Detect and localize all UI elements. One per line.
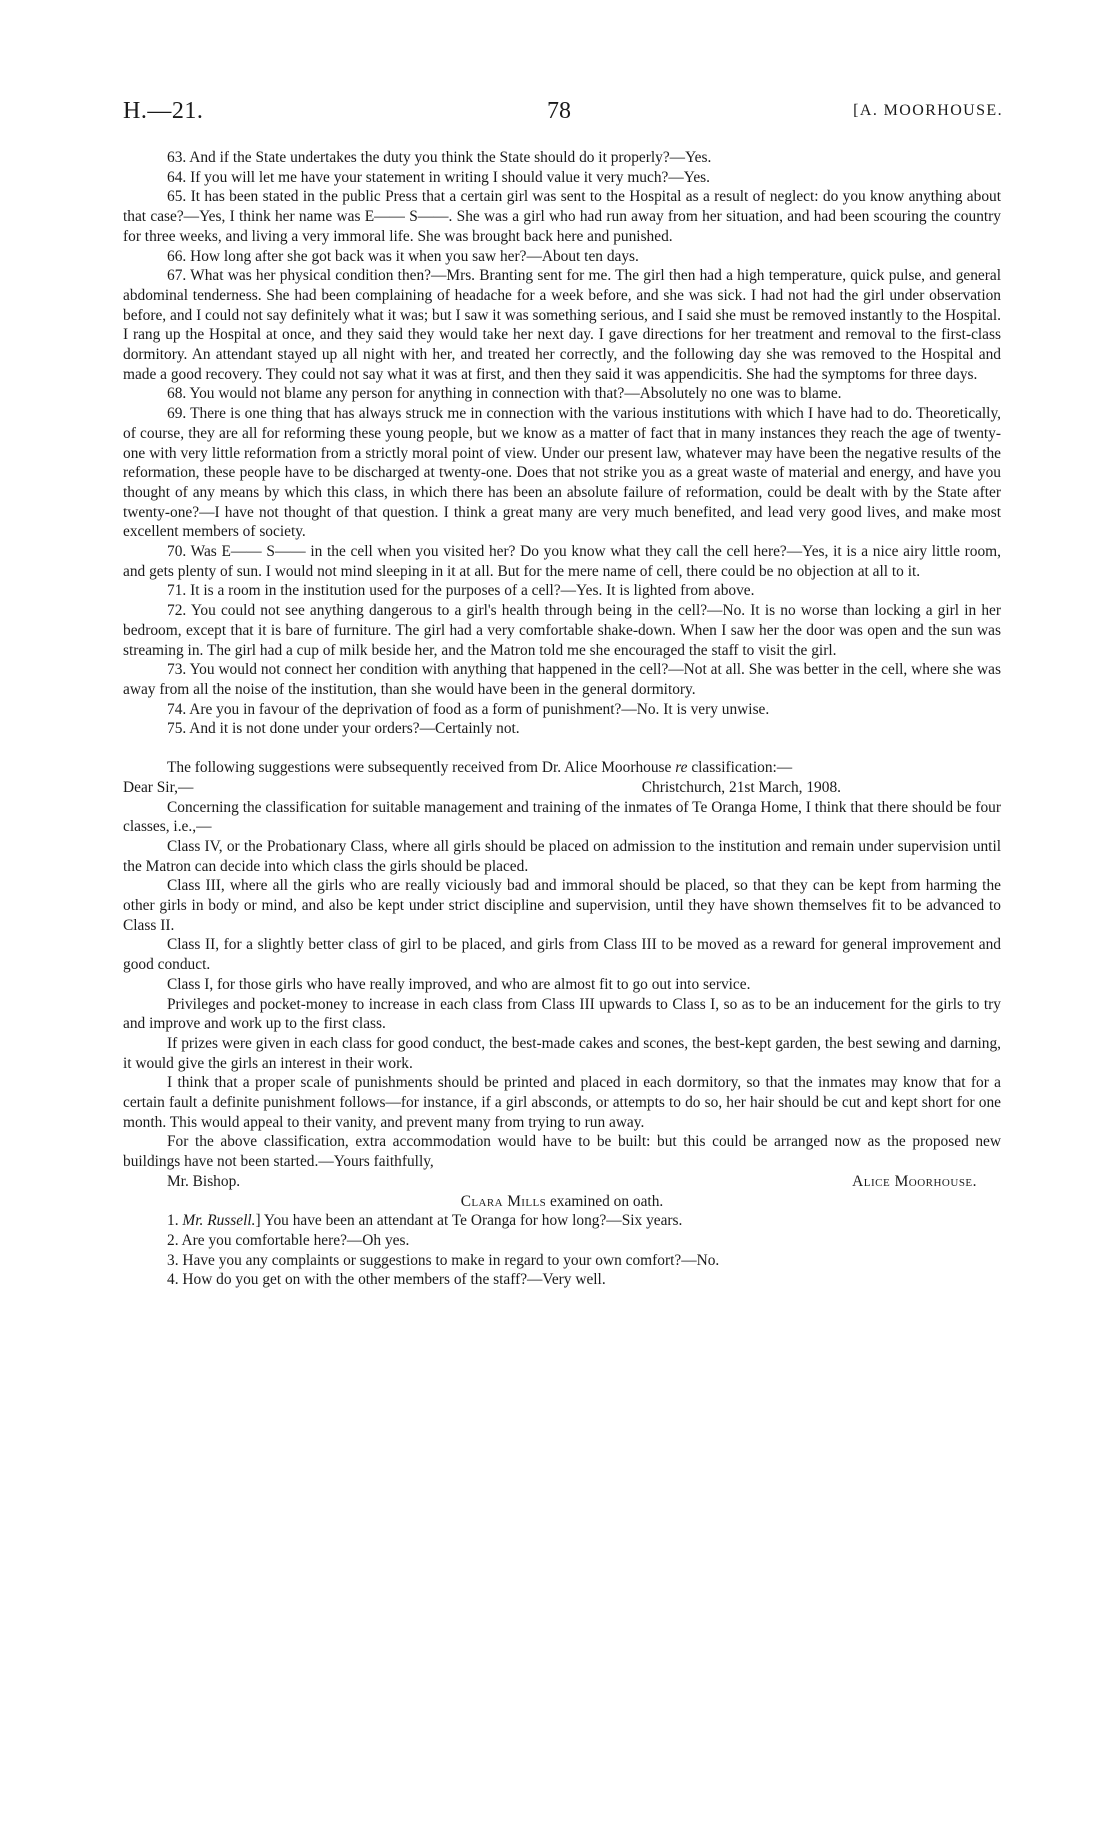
question-2: 2. Are you comfortable here?—Oh yes. xyxy=(167,1231,410,1249)
letter-paragraph: Class II, for a slightly better class of girl to be placed, and girls from Class III to be moved as a reward for general improvement and good conduct. xyxy=(123,936,1001,974)
question-68: 68. You would not blame any person for anything in connection with that?—Absolutely no one was to blame. xyxy=(167,385,842,403)
page-number: 78 xyxy=(547,98,571,124)
question-72: 72. You could not see anything dangerous to a girl's health through being in the cell?—No. It is no worse than locking a girl in her bedroom, except that it is bare of furniture. The girl had a very comfortable shake-down. When I saw her the door was open and the sun was streaming in. The girl had a cup of milk beside her, and the Matron told me she encouraged the staff to visit the girl. xyxy=(123,602,1001,659)
question-65: 65. It has been stated in the public Press that a certain girl was sent to the Hospital as a result of neglect: do you know anything about that case?—Yes, I think her name was E—— S——. She was a girl who had run away from her situation, and had been scouring the country for three weeks, and living a very immoral life. She was brought back here and punished. xyxy=(123,188,1001,245)
document-reference: H.—21. xyxy=(123,98,204,124)
witness-name: Clara Mills xyxy=(460,1192,547,1210)
letter-date: Christchurch, 21st March, 1908. xyxy=(641,778,841,796)
question-number: 1. xyxy=(167,1212,183,1230)
question-70: 70. Was E—— S—— in the cell when you visited her? Do you know what they call the cell here?—Yes, it is a nice airy little room, and gets plenty of sun. I would not mind sleeping in it at all. But for the mere name of cell, there could be no objection at all to it. xyxy=(123,543,1001,580)
witness-heading-suffix: examined on oath. xyxy=(546,1192,664,1210)
examiner-name: Mr. Russell. xyxy=(182,1212,256,1230)
letter-intro-text: The following suggestions were subsequently received from Dr. Alice Moorhouse xyxy=(167,759,676,777)
question-1 xyxy=(123,1211,1001,1231)
question-63: 63. And if the State undertakes the duty you think the State should do it properly?—Yes. xyxy=(167,149,712,166)
question-69: 69. There is one thing that has always struck me in connection with the various institutions with which I have had to do. Theoretically, of course, they are all for reforming these young people, but we know as a matter of fact that in many instances they reach the age of twenty-one with very little reformation from a strictly moral point of view. Under our present law, whatever may have been the negative results of the reformation, these people have to be discharged at twenty-one. Does that not strike you as a great waste of material and energy, and have you thought of any means by which this class, in which there has been an absolute failure of reformation, could be dealt with by the State after twenty-one?—I have not thought of that question. I think a great many are very much benefited, and lead very good lives, and make most excellent members of society. xyxy=(123,405,1001,541)
question-4: 4. How do you get on with the other members of the staff?—Very well. xyxy=(167,1271,606,1289)
letter-paragraph: Class III, where all the girls who are really viciously bad and immoral should be placed, so that they can be kept from harming the other girls in body or mind, and also be kept under strict discipline and supervision, until they have shown themselves fit to be advanced to Class II. xyxy=(123,877,1001,934)
letter-paragraph: Class IV, or the Probationary Class, where all girls should be placed on admission to the institution and remain under supervision until the Matron can decide into which class the girls should be placed. xyxy=(123,837,1001,875)
letter-paragraph: Privileges and pocket-money to increase in each class from Class III upwards to Class I, so as to be an inducement for the girls to try and improve and work up to the first class. xyxy=(123,995,1001,1033)
letter-signoff xyxy=(123,1172,1001,1192)
letter-salutation: Dear Sir,— xyxy=(123,778,194,796)
question-66: 66. How long after she got back was it when you saw her?—About ten days. xyxy=(167,247,639,265)
letter-paragraph: Class I, for those girls who have really improved, and who are almost fit to go out into service. xyxy=(167,975,751,993)
letter-paragraph: If prizes were given in each class for good conduct, the best-made cakes and scones, the best-kept garden, the best sewing and darning, it would give the girls an interest in their work. xyxy=(123,1034,1001,1072)
section-gap xyxy=(123,739,1001,758)
letter-salutation-line xyxy=(123,778,1001,798)
question-75: 75. And it is not done under your orders?—Certainly not. xyxy=(167,720,520,738)
question-3: 3. Have you any complaints or suggestions to make in regard to your own comfort?—No. xyxy=(167,1251,720,1269)
question-71: 71. It is a room in the institution used for the purposes of a cell?—Yes. It is lighted from above. xyxy=(167,582,755,600)
letter-intro xyxy=(123,758,1001,778)
question-74: 74. Are you in favour of the deprivation of food as a form of punishment?—No. It is very unwise. xyxy=(167,700,770,718)
question-73: 73. You would not connect her condition with anything that happened in the cell?—Not at all. She was better in the cell, where she was away from all the noise of the institution, than she would have been in the general dormitory. xyxy=(123,661,1001,698)
question-67: 67. What was her physical condition then?—Mrs. Branting sent for me. The girl then had a high temperature, quick pulse, and general abdominal tenderness. She had been complaining of headache for a week before, and she was sick. I had not had the girl under observation before, and I could not say definitely what it was; but I saw it was something serious, and I said she must be removed instantly to the Hospital. I rang up the Hospital at once, and they said they would take her next day. I gave directions for her treatment and removal to the first-class dormitory. An attendant stayed up all night with her, and treated her correctly, and the following day she was removed to the Hospital and made a good recovery. They could not say what it was at first, and then they said it was appendicitis. She had the symptoms for three days. xyxy=(123,267,1001,383)
letter-paragraph: For the above classification, extra accommodation would have to be built: but this could be arranged now as the proposed new buildings have not been started.—Yours faithfully, xyxy=(123,1133,1001,1171)
document-body xyxy=(123,148,1001,1290)
letter-intro-text-end: classification:— xyxy=(687,759,793,777)
question-text: ] You have been an attendant at Te Oranga for how long?—Six years. xyxy=(255,1212,683,1230)
letter-paragraph: Concerning the classification for suitable management and training of the inmates of Te Oranga Home, I think that there should be four classes, i.e.,— xyxy=(123,798,1001,836)
letter-addressee: Mr. Bishop. xyxy=(167,1172,241,1190)
witness-heading xyxy=(123,1192,1001,1212)
page-header xyxy=(123,98,1003,128)
letter-signature: Alice Moorhouse. xyxy=(852,1172,977,1190)
witness-running-head: [A. MOORHOUSE. xyxy=(853,102,1003,119)
letter-intro-re: re xyxy=(675,759,688,777)
question-64: 64. If you will let me have your statement in writing I should value it very much?—Yes. xyxy=(167,168,710,186)
letter-paragraph: I think that a proper scale of punishments should be printed and placed in each dormitory, so that the inmates may know that for a certain fault a definite punishment follows—for instance, if a girl absconds, or attempts to do so, her hair should be cut and kept short for one month. This would appeal to their vanity, and prevent many from trying to run away. xyxy=(123,1074,1001,1131)
